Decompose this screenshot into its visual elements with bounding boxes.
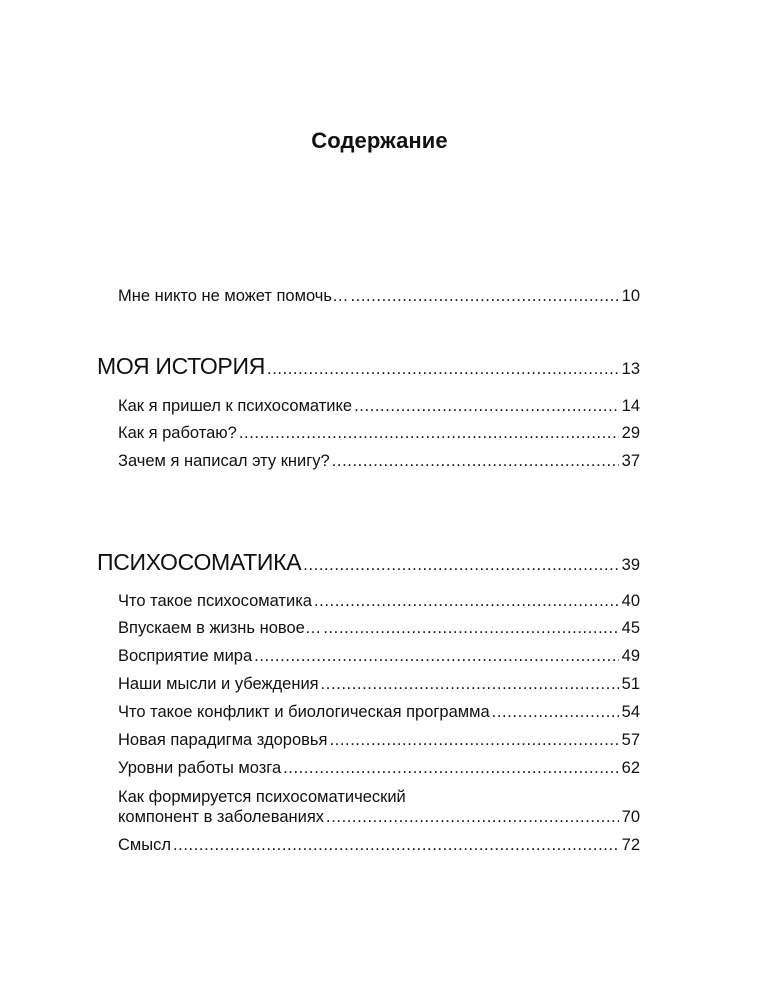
- toc-entry-label: Зачем я написал эту книгу?: [118, 452, 330, 470]
- toc-entry[interactable]: [118, 647, 640, 669]
- toc-page-number: 62: [621, 759, 640, 777]
- toc-leader-dots: [303, 556, 618, 575]
- toc-entry-label: Как я работаю?: [118, 424, 237, 442]
- toc-chapter[interactable]: [97, 549, 640, 577]
- toc-page-number: 40: [621, 592, 640, 610]
- toc-chapter-label: ПСИХОСОМАТИКА: [97, 549, 302, 575]
- toc-entry-label: Как я пришел к психосоматике: [118, 397, 353, 415]
- toc-leader-dots: [329, 731, 618, 750]
- page-title: Содержание: [311, 128, 448, 153]
- toc-entry-label: Уровни работы мозга: [118, 759, 282, 777]
- toc-page-number: 51: [621, 675, 640, 693]
- toc-leader-dots: [321, 675, 619, 694]
- toc-entry-label: Что такое конфликт и биологическая программа: [118, 703, 490, 721]
- toc-entry-label: компонент в заболеваниях: [118, 808, 325, 826]
- toc-page-number: 39: [621, 556, 640, 574]
- toc-page-number: 14: [621, 397, 640, 415]
- toc-leader-dots: [283, 759, 619, 778]
- toc-leader-dots: [314, 592, 619, 611]
- toc-page-number: 54: [621, 703, 640, 721]
- toc-leader-dots: [492, 703, 619, 722]
- toc-entry[interactable]: [118, 836, 640, 858]
- toc-leader-dots: [326, 808, 619, 827]
- toc-entry[interactable]: [118, 619, 640, 641]
- toc-leader-dots: [354, 397, 619, 416]
- toc-entry[interactable]: [118, 424, 640, 446]
- toc-page-number: 45: [621, 619, 640, 637]
- toc-entry-label: Наши мысли и убеждения: [118, 675, 319, 693]
- toc-entry-label-line1: Как формируется психосоматический: [118, 788, 406, 806]
- toc-entry[interactable]: [118, 731, 640, 753]
- toc-page-number: 72: [621, 836, 640, 854]
- toc-page-number: 70: [621, 808, 640, 826]
- toc-entry[interactable]: [118, 703, 640, 725]
- toc-chapter-label: МОЯ ИСТОРИЯ: [97, 353, 266, 379]
- toc-entry[interactable]: [118, 675, 640, 697]
- toc-entry-label: Восприятие мира: [118, 647, 253, 665]
- toc-leader-dots: [350, 287, 618, 306]
- toc-entry-label: Новая парадигма здоровья: [118, 731, 328, 749]
- toc-entry[interactable]: [118, 287, 640, 309]
- toc-chapter[interactable]: [97, 353, 640, 381]
- toc-entry[interactable]: [118, 808, 640, 830]
- toc-entry[interactable]: [118, 452, 640, 474]
- toc-leader-dots: [254, 647, 618, 666]
- toc-entry[interactable]: [118, 397, 640, 419]
- toc-entry[interactable]: [118, 759, 640, 781]
- toc-page-number: 10: [621, 287, 640, 305]
- toc-entry[interactable]: [118, 592, 640, 614]
- toc-page-number: 13: [621, 360, 640, 378]
- toc-leader-dots: [173, 836, 619, 855]
- toc-leader-dots: [267, 360, 619, 379]
- toc-page-number: 37: [621, 452, 640, 470]
- toc-page-number: 57: [621, 731, 640, 749]
- toc-entry-label: Смысл: [118, 836, 171, 854]
- toc-entry-label: Что такое психосоматика: [118, 592, 312, 610]
- toc-entry-label: Впускаем в жизнь новое…: [118, 619, 322, 637]
- toc-entry-label: Мне никто не может помочь…: [118, 287, 349, 305]
- toc-leader-dots: [323, 619, 618, 638]
- toc-leader-dots: [239, 424, 619, 443]
- toc-leader-dots: [332, 452, 619, 471]
- toc-page-number: 49: [621, 647, 640, 665]
- toc-page-number: 29: [621, 424, 640, 442]
